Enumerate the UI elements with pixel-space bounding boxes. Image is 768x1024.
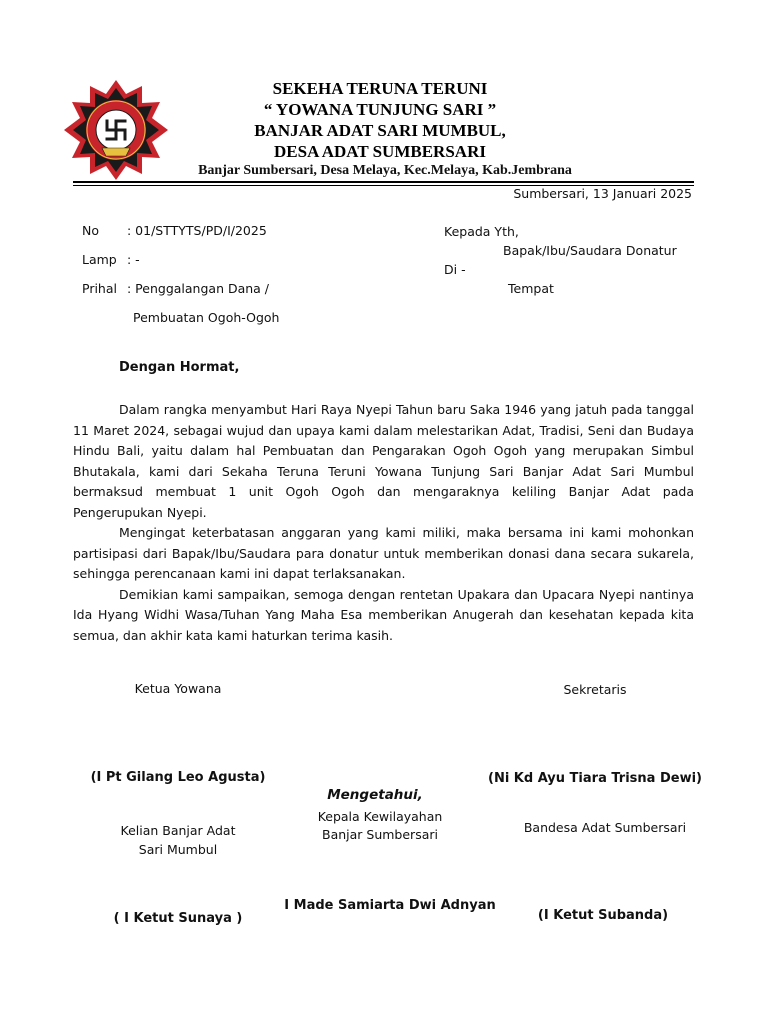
ketua-name: (I Pt Gilang Leo Agusta) (90, 770, 266, 785)
letterhead-divider-thick (73, 181, 694, 183)
recipient-di: Di - (444, 262, 466, 277)
sekretaris-name: (Ni Kd Ayu Tiara Trisna Dewi) (488, 771, 702, 786)
kelian-name: ( I Ketut Sunaya ) (113, 911, 243, 926)
bandesa-title: Bandesa Adat Sumbersari (523, 820, 687, 835)
bandesa-name: (I Ketut Subanda) (537, 908, 669, 923)
sekretaris-title: Sekretaris (563, 682, 627, 697)
body-paragraph-1: Dalam rangka menyambut Hari Raya Nyepi Tahun baru Saka 1946 yang jatuh pada tanggal 11 Maret 2024, sebagai wujud dan upaya kami dalam melestarikan Adat, Tradisi, Seni dan Budaya Hindu Bali, yaitu dalam hal Pembuatan dan Pengarakan Ogoh Ogoh yang merupakan Simbul Bhutakala, kami dari Sekaha Teruna Teruni Yowana Tunjung Sari Banjar Adat Sari Mumbul bermaksud membuat 1 unit Ogoh Ogoh dan mengaraknya keliling Banjar Adat pada Pengerupukan Nyepi. (73, 402, 694, 520)
kelian-title-line1: Kelian Banjar Adat (120, 823, 236, 838)
prihal-label: Prihal (82, 281, 117, 296)
kepala-title-line1: Kepala Kewilayahan (317, 809, 443, 824)
org-name-line1: SEKEHA TERUNA TERUNI (272, 79, 488, 98)
lamp-label: Lamp (82, 252, 117, 267)
org-name-line4: DESA ADAT SUMBERSARI (274, 142, 486, 161)
no-label: No (82, 223, 99, 238)
ketua-title: Ketua Yowana (134, 681, 222, 696)
letter-body (73, 400, 694, 646)
org-address: Banjar Sumbersari, Desa Melaya, Kec.Melaya, Kab.Jembrana (198, 163, 572, 178)
recipient-salutation: Kepada Yth, (444, 224, 519, 239)
prihal-value: : Penggalangan Dana / (127, 281, 270, 296)
body-paragraph-2: Mengingat keterbatasan anggaran yang kami miliki, maka bersama ini kami mohonkan partisipasi dari Bapak/Ibu/Saudara para donatur untuk memberikan donasi dana secara sukarela, sehingga perencanaan kami ini dapat terlaksanakan. (73, 525, 694, 581)
letter-date: Sumbersari, 13 Januari 2025 (513, 186, 692, 201)
recipient-place: Tempat (508, 281, 554, 296)
recipient-name: Bapak/Ibu/Saudara Donatur (503, 243, 677, 258)
greeting: Dengan Hormat, (119, 360, 240, 375)
no-value: : 01/STTYTS/PD/I/2025 (127, 223, 267, 238)
org-name-line2: “ YOWANA TUNJUNG SARI ” (263, 100, 497, 119)
org-name-line3: BANJAR ADAT SARI MUMBUL, (254, 121, 506, 140)
body-paragraph-3: Demikian kami sampaikan, semoga dengan rentetan Upakara dan Upacara Nyepi nantinya Ida Hyang Widhi Wasa/Tuhan Yang Maha Esa memberikan Anugerah dan kesehatan kepada kita semua, dan akhir kata kami haturkan terima kasih. (73, 586, 694, 643)
kepala-name: I Made Samiarta Dwi Adnyan (284, 898, 496, 913)
kepala-title-line2: Banjar Sumbersari (322, 827, 438, 842)
prihal-value-cont: Pembuatan Ogoh-Ogoh (133, 310, 280, 325)
kelian-title-line2: Sari Mumbul (138, 842, 218, 857)
mengetahui-label: Mengetahui, (327, 787, 423, 803)
lamp-value: : - (127, 252, 140, 267)
